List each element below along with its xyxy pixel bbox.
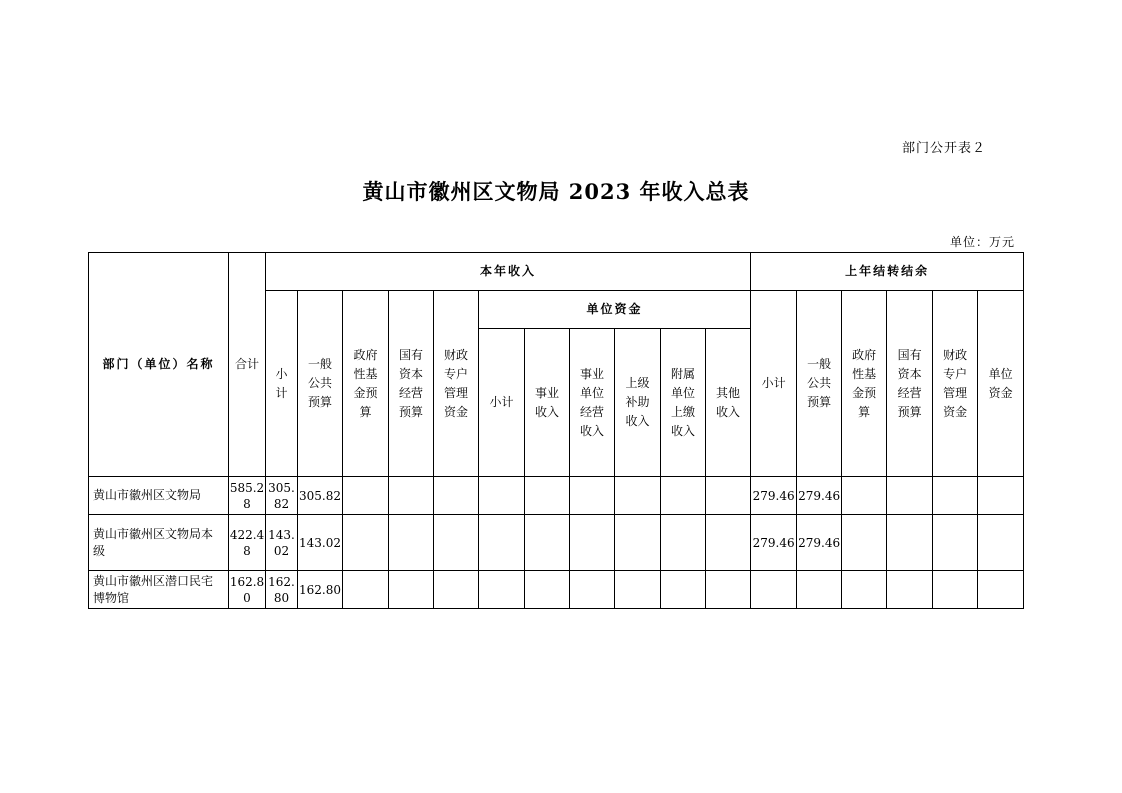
empty-cell <box>525 477 570 515</box>
header-total-label: 合计 <box>234 357 259 371</box>
empty-cell <box>978 515 1024 571</box>
empty-cell <box>479 515 525 571</box>
header-fiscal-special <box>434 291 479 477</box>
empty-cell <box>343 477 389 515</box>
header-py-state-capital <box>887 291 933 477</box>
header-unit-funds: 单位资金 <box>479 291 751 329</box>
table-tag: 部门公开表２ <box>902 141 987 156</box>
header-py-general-label: 一般公共预算 <box>807 357 832 409</box>
empty-cell <box>887 571 933 609</box>
header-uf-business-label: 事业收入 <box>534 385 559 419</box>
header-py-fiscal-special-label: 财政专户管理资金 <box>943 347 968 419</box>
row-py-general <box>797 571 842 609</box>
header-gov-fund <box>343 291 389 477</box>
header-subtotal-label: 小计 <box>275 366 288 400</box>
row-cy-subtotal: 162.80 <box>266 571 298 609</box>
header-py-gov-fund-label: 政府性基金预算 <box>852 347 877 419</box>
empty-cell <box>570 515 615 571</box>
row-py-general: 279.46 <box>797 515 842 571</box>
header-dept: 部门（单位）名称 <box>89 253 229 477</box>
empty-cell <box>706 477 751 515</box>
empty-cell <box>706 515 751 571</box>
header-py-fiscal-special <box>933 291 978 477</box>
unit-label: 单位：万元 <box>950 235 1016 249</box>
header-uf-subsidy-label: 上级补助收入 <box>625 376 650 428</box>
empty-cell <box>343 571 389 609</box>
empty-cell <box>434 477 479 515</box>
header-current-year: 本年收入 <box>266 253 751 291</box>
empty-cell <box>661 515 706 571</box>
header-uf-affiliated-label: 附属单位上缴收入 <box>670 366 695 438</box>
row-total: 422.48 <box>229 515 266 571</box>
header-uf-subtotal: 小计 <box>479 329 525 477</box>
header-uf-other <box>706 329 751 477</box>
row-total: 585.28 <box>229 477 266 515</box>
empty-cell <box>570 571 615 609</box>
empty-cell <box>479 477 525 515</box>
row-cy-general: 305.82 <box>298 477 343 515</box>
row-cy-general: 143.02 <box>298 515 343 571</box>
header-general-budget <box>298 291 343 477</box>
empty-cell <box>933 515 978 571</box>
row-py-general: 279.46 <box>797 477 842 515</box>
empty-cell <box>842 571 887 609</box>
row-py-subtotal: 279.46 <box>751 515 797 571</box>
header-subtotal <box>266 291 298 477</box>
header-total <box>229 253 266 477</box>
row-py-subtotal: 279.46 <box>751 477 797 515</box>
header-uf-operating <box>570 329 615 477</box>
empty-cell <box>615 571 661 609</box>
header-state-capital <box>389 291 434 477</box>
header-uf-subsidy <box>615 329 661 477</box>
header-py-gov-fund <box>842 291 887 477</box>
empty-cell <box>933 571 978 609</box>
empty-cell <box>615 477 661 515</box>
header-fiscal-special-label: 财政专户管理资金 <box>443 347 468 419</box>
empty-cell <box>479 571 525 609</box>
page-title: 黄山市徽州区文物局 2023 年收入总表 <box>362 179 750 204</box>
header-uf-affiliated <box>661 329 706 477</box>
row-name: 黄山市徽州区文物局本级 <box>89 515 229 571</box>
empty-cell <box>706 571 751 609</box>
empty-cell <box>570 477 615 515</box>
empty-cell <box>434 515 479 571</box>
empty-cell <box>887 477 933 515</box>
empty-cell <box>525 571 570 609</box>
empty-cell <box>661 571 706 609</box>
row-name: 黄山市徽州区潜口民宅博物馆 <box>89 571 229 609</box>
header-uf-operating-label: 事业单位经营收入 <box>579 366 604 438</box>
empty-cell <box>389 515 434 571</box>
empty-cell <box>842 515 887 571</box>
empty-cell <box>525 515 570 571</box>
income-table <box>88 252 1024 609</box>
header-py-unit-funds-label: 单位资金 <box>988 366 1013 400</box>
header-uf-other-label: 其他收入 <box>716 385 741 419</box>
row-cy-subtotal: 143.02 <box>266 515 298 571</box>
table-row <box>89 571 1024 609</box>
row-cy-general: 162.80 <box>298 571 343 609</box>
header-general-budget-label: 一般公共预算 <box>307 357 332 409</box>
table-row <box>89 515 1024 571</box>
table-row <box>89 477 1024 515</box>
row-cy-subtotal: 305.82 <box>266 477 298 515</box>
header-state-capital-label: 国有资本经营预算 <box>398 347 423 419</box>
empty-cell <box>343 515 389 571</box>
empty-cell <box>842 477 887 515</box>
header-py-general <box>797 291 842 477</box>
empty-cell <box>615 515 661 571</box>
row-name: 黄山市徽州区文物局 <box>89 477 229 515</box>
empty-cell <box>933 477 978 515</box>
header-gov-fund-label: 政府性基金预算 <box>353 347 378 419</box>
row-total: 162.80 <box>229 571 266 609</box>
empty-cell <box>389 477 434 515</box>
row-py-subtotal <box>751 571 797 609</box>
empty-cell <box>389 571 434 609</box>
empty-cell <box>661 477 706 515</box>
empty-cell <box>887 515 933 571</box>
empty-cell <box>978 477 1024 515</box>
empty-cell <box>978 571 1024 609</box>
empty-cell <box>434 571 479 609</box>
header-prior-year: 上年结转结余 <box>751 253 1024 291</box>
header-py-subtotal: 小计 <box>751 291 797 477</box>
header-uf-business <box>525 329 570 477</box>
header-py-state-capital-label: 国有资本经营预算 <box>897 347 922 419</box>
header-py-unit-funds <box>978 291 1024 477</box>
